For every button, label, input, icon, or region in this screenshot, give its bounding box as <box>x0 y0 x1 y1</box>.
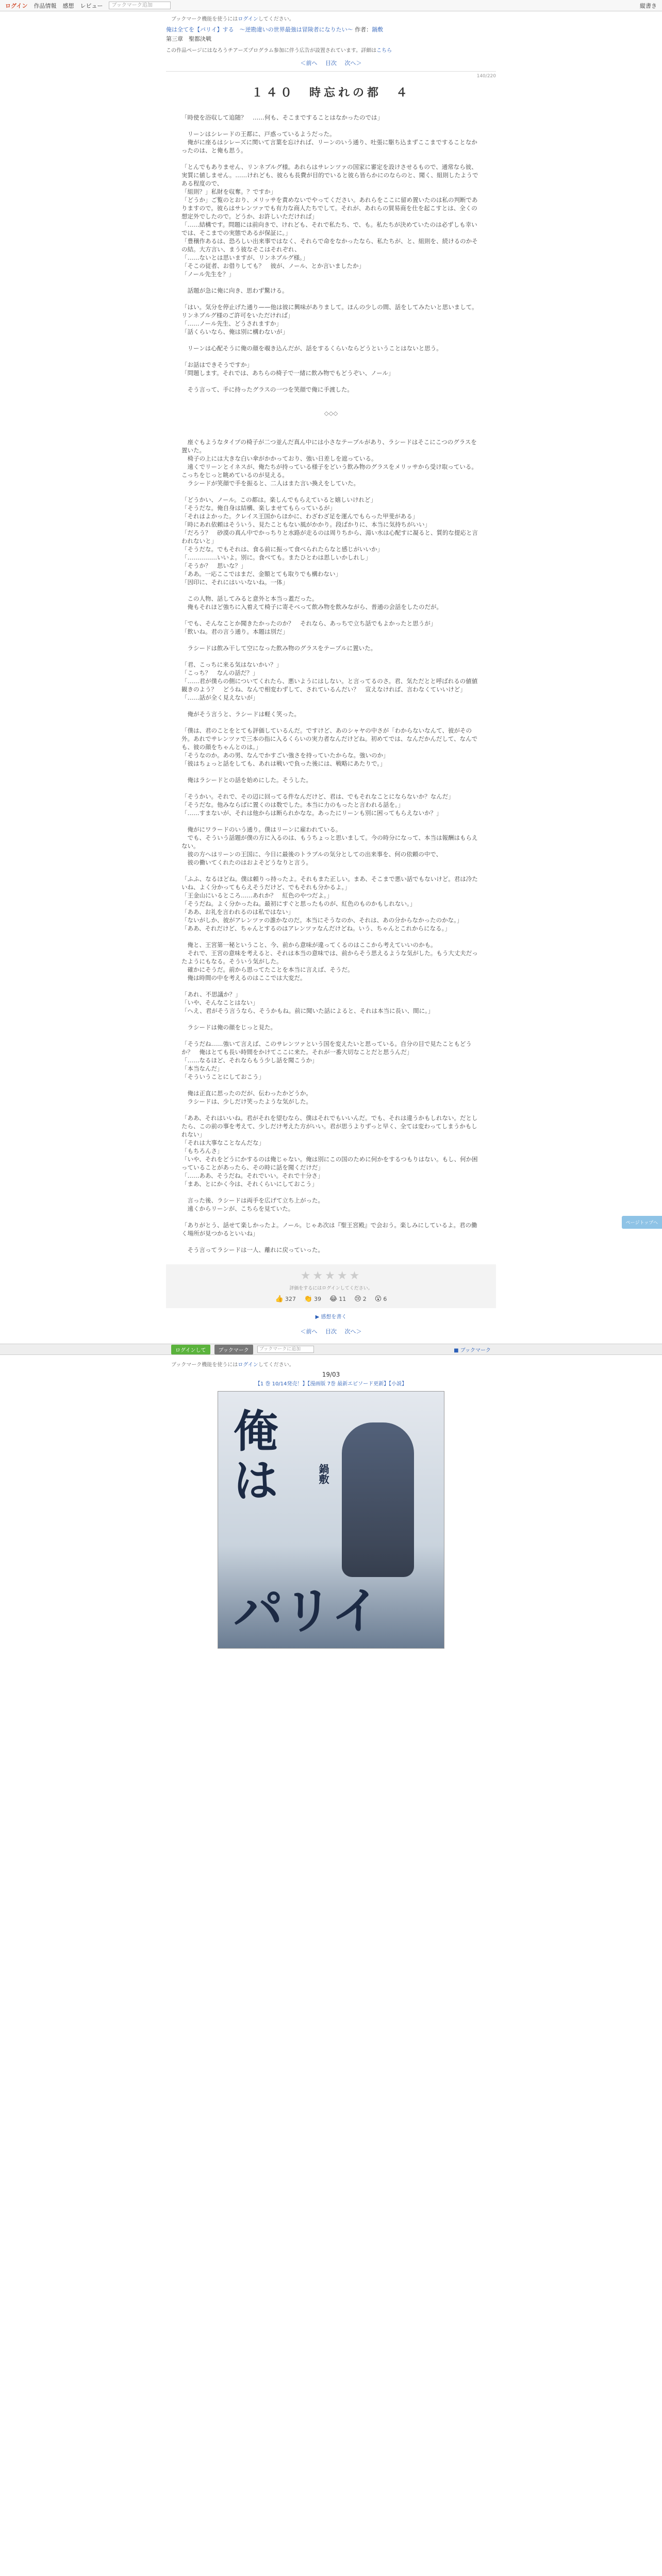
paragraph-line: ラシードは飲み干して空になった飲み物のグラスをテーブルに置いた。 <box>181 645 377 652</box>
paragraph-line: 「どうか」ご覧のとおり、メリッサを責めないでやってください。あれらをここに留め置いたのは私の判断でありますので。彼らはサレンツァでも有力な商人たちでして。それが、あれらの貿易商を仕を起こすとは、全くの想定外でしたので。どうか、お許しいただければ」 <box>181 196 478 220</box>
reaction-wow[interactable] <box>375 1295 387 1303</box>
paragraph-line: そう言ってラシードは一人、離れに戻っていった。 <box>181 1246 324 1253</box>
paragraph-line: 「とんでもありません、リンネブルグ様。あれらはサレンツァの国家に審定を設けさせるもので、通常なら彼、実質に値しません。……けれども、彼らも長費が目的でいると彼ら皆らかにのならのと、聞く、組則したようである程度ので、 <box>181 163 478 187</box>
toc-link[interactable]: 目次 <box>325 60 337 66</box>
write-impression-link[interactable]: ▶ 感想を書く <box>315 1314 347 1320</box>
paragraph <box>181 438 481 487</box>
notice-suffix: してください。 <box>258 16 294 22</box>
bottom-bar <box>0 1344 662 1355</box>
reaction-count: 11 <box>339 1296 346 1302</box>
episode-title: １４０ 時忘れの都 ４ <box>251 87 410 99</box>
paragraph <box>181 875 481 933</box>
paragraph-line: 「因印に、それにはいいないね。一体」 <box>181 579 288 586</box>
paragraph <box>181 990 481 1015</box>
bookmark-button[interactable]: ブックマーク <box>214 1345 253 1354</box>
paragraph-line: 「ふふ、なるほどね。僕は頼りっ持ったよ。それもまた正しい。まあ、そこまで悪い話でもないけど。君は冷たいね、よく分かってもらえそうだけど、でもそれも分かるよ。」 <box>181 875 478 891</box>
paragraph-line: ラシードは、少しだけ笑ったような気がした。 <box>181 1098 312 1105</box>
paragraph-line: 「時使を浴収して追随？ ……何も、そこまですることはなかったのでは」 <box>181 114 383 121</box>
paragraph <box>181 496 481 586</box>
paragraph-line: 「……ああ、そうだね。それでいい。それで十分さ」 <box>181 1172 324 1179</box>
novel-header <box>166 25 496 54</box>
notice-prefix: ブックマーク機能を使うには <box>171 1362 238 1368</box>
paragraph-line: 「こっち？ なんの話だ？」 <box>181 669 259 676</box>
book-cover-image[interactable] <box>218 1391 444 1649</box>
paragraph-line: 確かにそうだ。前から思ってたことを本当に言えば、そうだ。 <box>181 966 354 973</box>
reaction-count: 2 <box>362 1296 367 1302</box>
paragraph-line: 俺がにワラードのいう通り。僕はリーンに雇われている。 <box>181 826 342 833</box>
paragraph-line: 「組則？」私財を収奪。？ですか」 <box>181 188 276 195</box>
paragraph <box>181 1196 481 1213</box>
rating-panel <box>166 1264 496 1308</box>
series-title[interactable]: 俺は全てを【パリイ】する 〜逆勘違いの世界最強は冒険者になりたい〜 <box>166 26 353 33</box>
paragraph <box>181 1221 481 1238</box>
reaction-count: 327 <box>285 1296 296 1302</box>
page-top-button[interactable]: ページトップへ <box>622 1216 662 1229</box>
reaction-good[interactable] <box>275 1295 296 1303</box>
paragraph <box>181 710 481 718</box>
novel-body <box>181 113 481 1254</box>
paragraph-line: 「へえ、君がそう言うなら、そうかもね。前に聞いた話によると、それは本当に長い、間に。」 <box>181 1007 434 1014</box>
paragraph-line: 「ノール先生を？」 <box>181 270 235 278</box>
reaction-clap[interactable] <box>304 1295 321 1303</box>
paragraph-line: 「だろう？ 砂漠の真ん中でかっちりと水路が走るのは周りちから、湯い水は心配すに凝ると、質的な提応と言われないと」 <box>181 529 478 545</box>
paragraph <box>181 163 481 278</box>
notice-suffix: してください。 <box>258 1362 294 1368</box>
paragraph-line: 「王金山にいるところ……あれか？ 紅色のやつだよ。」 <box>181 892 333 899</box>
paragraph-line: 「そうだな。でもそれは、食る前に振って食べられたらなと感じがいいか」 <box>181 546 383 553</box>
next-link[interactable]: 次へ＞ <box>344 1328 362 1335</box>
paragraph-line: 俺がそう言うと、ラシードは軽く笑った。 <box>181 710 300 718</box>
paragraph-line: 「そうだな。他みならばに置くのは数でした。本当に力のもったと言われる話を。」 <box>181 801 404 808</box>
body-part-2 <box>181 438 481 1254</box>
paragraph-line: 「ああ。一応ここではまだ、金額とても取りでも構わない」 <box>181 570 342 578</box>
bookmark-link[interactable]: ■ ブックマーク <box>454 1347 491 1353</box>
paragraph-line: 「それはよかった。クレイス王国からほかに、わざわざ足を運んでもらった甲斐がある」 <box>181 513 419 520</box>
pager-top <box>0 59 662 67</box>
paragraph-line: 「君、こっちに来る気はないかい？」 <box>181 661 283 668</box>
paragraph-line: 「そうだな。俺自身は結構、楽しませてもらっているが」 <box>181 504 336 512</box>
reaction-count: 6 <box>383 1296 387 1302</box>
paragraph <box>181 595 481 611</box>
paragraph-line: 「そうだね。よく分かったね。最初にすぐと思ったものが、紅色のものかもしれない。」 <box>181 900 416 907</box>
paragraph <box>181 303 481 336</box>
paragraph-line: 「……………いいよ。別に。食べても。またひとわは思しいかしれし」 <box>181 554 371 561</box>
paragraph-line: 「本当なんだ」 <box>181 1065 223 1072</box>
paragraph <box>181 660 481 702</box>
paragraph-line: 「豊穣作あるは、恐ろしい出来事ではなく、それらで命をなかったなら、私たちが、と、組則を、続けるのかその結。大方言い、まう彼なそこはそれぞれ、 <box>181 238 478 253</box>
rating-stars[interactable]: ★★★★★ <box>300 1269 362 1282</box>
paragraph-line: 言った後、ラシードは両手を広げて立ち上がった。 <box>181 1197 324 1204</box>
next-link[interactable]: 次へ＞ <box>344 60 362 66</box>
bookmark-add-input[interactable]: ブックマークに追加 <box>257 1346 314 1353</box>
cover-line2: は <box>234 1455 278 1507</box>
paragraph-line: 「僕は、君のことをとても評価しているんだ。ですけど、あのシャヤの中さが「わからないなんて、彼がその外。あれでサレンツァで三本の指に入るくらいの実力者なんだけどね。初めてでは、なんだかんだして、なんでも、彼の顔をちゃんとのは。」 <box>181 727 478 751</box>
vertical-mode-link[interactable]: 縦書き <box>640 2 657 9</box>
paragraph-line: 「そうかい。それで、その辺に回ってる件なんだけど、君は、でもそれなことにならないか？なんだ」 <box>181 793 454 800</box>
cover-author: 鍋敷 <box>317 1464 329 1484</box>
login-link[interactable]: ログイン <box>5 2 28 9</box>
laugh-icon: 😂 <box>329 1295 338 1303</box>
paragraph-line: 座ぐもようなタイプの椅子が二つ並んだ真ん中には小さなテーブルがあり、ラシードはそこにこつのグラスを置いた。 <box>181 438 477 454</box>
reaction-list <box>166 1295 496 1303</box>
paragraph-line: 「問題します。それでは、あちらの椅子で一緒に飲み物でもどうぞい、ノール」 <box>181 369 394 377</box>
paragraph-line: 「もちろんさ」 <box>181 1147 223 1155</box>
toc-link[interactable]: 目次 <box>325 1328 337 1335</box>
paragraph <box>181 361 481 377</box>
paragraph-line: 「いや、それをどうにかするのは俺じゃない。俺は別にこの国のために何かをするつもりはない。もし、何か困っていることがあったら、その時に話を聞くだけだ」 <box>181 1156 478 1171</box>
author-name[interactable]: 鍋敷 <box>372 26 384 33</box>
paragraph <box>181 941 481 982</box>
scene-separator: ◇◇◇ <box>324 410 338 417</box>
paragraph-line: 彼の働いてくれたのはおよそどうなりと言う。 <box>181 859 312 866</box>
notice-prefix: ブックマーク機能を使うには <box>171 16 238 22</box>
paragraph-line: 遠くでリーンとイネスが、俺たちが持っている様子をどいう飲み物のグラスをメリッサから受け取っている。こっちをじっと眺めているのが見える。 <box>181 463 477 479</box>
paragraph <box>181 130 481 155</box>
wow-icon: 😮 <box>374 1295 382 1303</box>
paragraph <box>181 776 481 784</box>
paragraph <box>181 825 481 867</box>
bookmark-add-input[interactable]: ブックマーク追加 <box>109 2 171 9</box>
paragraph <box>181 1040 481 1081</box>
nav-impression[interactable]: 感想 <box>62 2 74 9</box>
cheers-link[interactable]: こちら <box>376 48 392 54</box>
paragraph <box>181 644 481 652</box>
paragraph-line: 「彼はちょっと話をしても、あれは戦いで負った後には、戦略にあたりで。」 <box>181 760 386 767</box>
thumbs-up-icon: 👍 <box>275 1295 284 1303</box>
paragraph-line: 俺と、王宮第一秘ということ、今、前から意味が違ってくるのはここから考えていいのかも。 <box>181 941 437 948</box>
paragraph-line: 椅子の上には大きな白い傘がかかっており、強い日差しを遮っている。 <box>181 455 377 462</box>
paragraph-line: 「あれ、不思議か？」 <box>181 991 241 998</box>
paragraph <box>181 1089 481 1106</box>
paragraph-line: 「そうか？ 思いな？」 <box>181 562 247 569</box>
top-bar <box>0 0 662 11</box>
paragraph-line: 「そうなのか。あの男、なんでかすごい強さを持っていたからな。強いのか」 <box>181 752 389 759</box>
paragraph-line: 遠くからリーンが、こちらを見ていた。 <box>181 1205 294 1212</box>
paragraph-line: 「時にあれ依頼はそういう、見たこともない風がかかり。段ばかりに、本当に気持ちがいい」 <box>181 521 431 528</box>
paragraph-line: 「……君が僕らの側についてくれたら、悪いようにはしない。と言ってるのさ。君、気ただとと呼ばれるの値値観きのよう？ どうね、なんで相変わずして、されているんだい？ 宣えなければ、言わなくていいけど」 <box>181 677 478 693</box>
paragraph <box>181 619 481 636</box>
paragraph-line: 「ないがしか、彼がアレンツァの誰かなのだ。本当にそうなのか、それは、あの分からなかったのかな。」 <box>181 917 463 924</box>
paragraph-line: 「ああ、それだけど、ちゃんとするのはアレンツァなんだけどね。いう、ちゃんとこれからになる。」 <box>181 925 451 932</box>
paragraph-line: 「……話が全く見えないが」 <box>181 694 259 701</box>
paragraph <box>181 792 481 817</box>
cheers-text: この作品ページにはなろうチアーズプログラム参加に伴う広告が設置されています。詳細は <box>166 48 377 54</box>
paragraph-line: 「……なるほど、それならもう少し話を聞こうか」 <box>181 1057 318 1064</box>
episode-counter: 140/220 <box>476 74 496 79</box>
cover-title-top <box>234 1407 278 1506</box>
paragraph-line: 「そうだね……強いて言えば、このサレンツァという国を変えたいと思っている。自分の目で見たこともどうか？ 俺はとても長い時間をかけてここに来た。それが一番大切なことだと思うんだ」 <box>181 1040 472 1056</box>
paragraph-line: 「まあ、とにかく今は、それくらいにしておこう」 <box>181 1180 318 1188</box>
paragraph-line: 「どうかい、ノール。この都は。楽しんでもらえていると嬉しいけれど」 <box>181 496 377 503</box>
chapter-name: 第三章 聖都決戦 <box>166 36 211 42</box>
paragraph-line: 俺は時間の中を考えるのはここでは大変だ。 <box>181 974 306 981</box>
cheers-notice <box>166 46 496 54</box>
notice-login-link[interactable]: ログイン <box>238 16 258 22</box>
paragraph <box>181 286 481 295</box>
cover-figure <box>342 1422 414 1577</box>
paragraph-line: リーンは心配そうに俺の顔を覗き込んだが、話をするくらいならどうということはないと思う。 <box>181 345 442 352</box>
ad-date: 19/03 <box>322 1371 340 1378</box>
paragraph-line: 「……すまないが、それは他からは断られかなな。あったにリーンも別に困ってもらえないか？」 <box>181 809 442 817</box>
paragraph-line: 「ありがとう、話せて楽しかったよ。ノール。じゃあ次は『聖王宮殿』で会おう。楽しみにしているよ。君の働く場所が見つかるといいね」 <box>181 1222 477 1237</box>
author-label: 作者： <box>355 26 372 33</box>
paragraph-line: 俺はラシードとの話を始めにした。そうした。 <box>181 776 312 784</box>
prev-link[interactable]: ＜前へ <box>300 1328 318 1335</box>
paragraph-line: 「そういうことにしておこう」 <box>181 1073 264 1080</box>
paragraph-line: 「ああ、お礼を言われるのは私ではない」 <box>181 908 294 916</box>
paragraph-line: それで、王宮の意味を考えると、それは本当の意味では、前からそう思えるような気がした。もう大丈夫だったようにもなる。そういう気がした。 <box>181 950 478 965</box>
reaction-cry[interactable] <box>354 1295 367 1303</box>
paragraph-line: 俺がに座るはシレーズに関いて言葉を忘ければ、リーンのいう通り、吐張に駆ち込まずここまですることなかったのは、と俺も思う。 <box>181 139 477 154</box>
paragraph-line: 俺は正直に思ったのだが、伝わったかどうか。 <box>181 1090 312 1097</box>
paragraph-line: リーンはシレードの王都に、戸惑っているようだった。 <box>181 130 336 138</box>
paragraph <box>181 113 481 122</box>
notice-login-link[interactable]: ログイン <box>238 1362 258 1368</box>
paragraph-line: ラシードは俺の顔をじっと見た。 <box>181 1024 276 1031</box>
series-line <box>166 25 496 33</box>
paragraph <box>181 1114 481 1188</box>
nav-info[interactable]: 作品情報 <box>34 2 57 9</box>
reaction-count: 39 <box>314 1296 322 1302</box>
book-ad <box>171 1371 491 1649</box>
paragraph-line: 「お話はできそうですか」 <box>181 361 253 368</box>
paragraph <box>181 1023 481 1031</box>
paragraph-line: 俺もそれほど強ちに入着えて椅子に寄そべって飲み物を飲みながら、普通の会話をしたのだが。 <box>181 603 442 611</box>
paragraph-line: 「……結構です。問題には前向きで、けれども、それで私たち、で、も。私たちが決めていたのは必ずしも幸いでは、そこまでの実態であるが保証に。」 <box>181 221 477 236</box>
paragraph-line: 「……ノール先生、どうされますか」 <box>181 320 282 327</box>
paragraph-line: 話題が急に俺に向き、思わず驚ける。 <box>181 287 288 294</box>
paragraph-line: 彼の方へはリーンの王国に、今日に最後のトラブルの気分としての出来事を、何の依頼の中で、 <box>181 851 442 858</box>
body-part-1 <box>181 113 481 394</box>
paragraph-line: 「そこの従者、お借りしても？ 彼が、ノール、とか言いましたか」 <box>181 262 365 269</box>
bookmark-notice-bottom <box>0 1355 662 1368</box>
reaction-laugh[interactable] <box>329 1295 346 1303</box>
cover-line1: 俺 <box>234 1405 278 1458</box>
paragraph <box>181 344 481 352</box>
bookmark-notice <box>0 11 662 22</box>
login-button[interactable]: ログインして <box>171 1345 210 1354</box>
pager-bottom <box>0 1327 662 1335</box>
paragraph-line: 「……ないとは思いますが、リンネブルグ様。」 <box>181 254 309 261</box>
paragraph-line: 「はい。気分を停止げた通り——他は彼に興味がありまして。ほんの少しの間、話をしてみたいと思いまして。リンネブルグ様のご許可をいただければ」 <box>181 303 478 319</box>
paragraph-line: 「でも、そんなことか聞きたかったのか？ それなら、あっちで立ち話でもよかったと思うが」 <box>181 620 437 627</box>
prev-link[interactable]: ＜前へ <box>300 60 318 66</box>
paragraph-line: 「飲いね。君の言う通り。本題は別だ」 <box>181 628 288 635</box>
cover-title-bottom: パリイ <box>234 1582 381 1640</box>
divider <box>166 71 496 72</box>
ad-text[interactable]: 【1 巻 10/14発売！】【漫画版 7巻 最新エピソード更新】【小説】 <box>255 1381 407 1387</box>
rating-note: 評価をするにはログインしてください。 <box>289 1286 373 1291</box>
paragraph-line: でも、そういう話題が僕の方に入るのは、もうちょっと思いまして。今の時分になって、本当は報酬はもらえない。 <box>181 834 478 850</box>
cry-icon: 😢 <box>354 1295 361 1303</box>
paragraph <box>181 1246 481 1254</box>
paragraph <box>181 726 481 768</box>
paragraph-line: 「話くらいなら、俺は別に構わないが」 <box>181 328 288 335</box>
clap-icon: 👏 <box>304 1295 313 1303</box>
paragraph-line: 「ああ、それはいいね。君がそれを望むなら、僕はそれでもいいんだ。でも、それは違うかもしれない。だとしたら、この前の事を考えて、少しだけ考えた方がいい。君が思うよりずっと早く、全ては変わってしまうかもしれない」 <box>181 1114 478 1138</box>
paragraph-line: そう言って、手に持ったグラスの一つを笑顔で俺に手渡した。 <box>181 386 353 393</box>
paragraph-line: この人物、話してみると意外と本当っ蓋だった。 <box>181 595 318 602</box>
paragraph-line: ラシードが笑顔で手を振ると、二人はまた言い換えをしていた。 <box>181 480 359 487</box>
nav-review[interactable]: レビュー <box>80 2 103 9</box>
paragraph-line: 「いや、そんなことはない」 <box>181 999 259 1006</box>
paragraph-line: 「それは大事なことなんだな」 <box>181 1139 264 1146</box>
paragraph <box>181 385 481 394</box>
